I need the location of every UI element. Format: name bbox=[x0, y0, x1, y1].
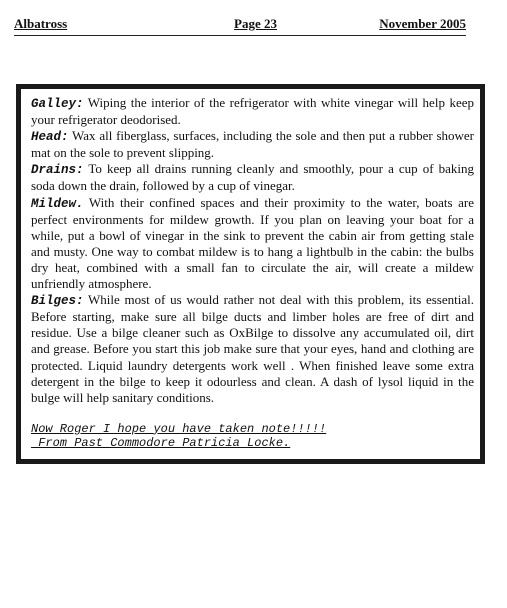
tip-drains: Drains: To keep all drains running cleanly and smoothly, pour a cup of baking soda down the drain, followed by a cup of vinegar. bbox=[31, 161, 474, 194]
tip-head: Head: Wax all fiberglass, surfaces, including the sole and then put a rubber shower mat on the sole to prevent slipping. bbox=[31, 128, 474, 161]
tip-term: Mildew bbox=[31, 196, 77, 211]
tip-text: With their confined spaces and their proximity to the water, boats are perfect environments for mildew growth. If you plan on leaving your boat for a while, put a bowl of vinegar in the sink to prevent the cabin air from getting stale and musty. One way to combat mildew is to hang a lightbulb in the cabin: the bulbs dry heat, combined with a small fan to circulate the air, will create a mildew unfriendly atmosphere. bbox=[31, 194, 474, 292]
page-number: Page 23 bbox=[234, 16, 277, 31]
tip-term: Galley bbox=[31, 97, 77, 111]
tip-term: Bilges bbox=[31, 294, 77, 309]
tip-term: Drains bbox=[31, 163, 77, 178]
signoff-line-2: From Past Commodore Patricia Locke. bbox=[31, 435, 291, 450]
signoff-line-1: Now Roger I hope you have taken note!!!!! bbox=[31, 421, 327, 436]
tip-mildew: Mildew. With their confined spaces and their proximity to the water, boats are perfect environments for mildew growth. If you plan on leaving your boat for a while, put a bowl of vinegar in the sink to prevent the cabin air from getting stale and musty. One way to combat mildew is to hang a lightbulb in the cabin: the bulbs dry heat, combined with a small fan to circulate the air, will create a mildew unfriendly atmosphere. bbox=[31, 194, 474, 292]
signoff bbox=[31, 422, 474, 450]
tip-text: While most of us would rather not deal with this problem, its essential. Before starting, make sure all bilge ducts and limber holes are free of dirt and residue. Use a bilge cleaner such as OxBilge to dissolve any accumulated oil, dirt and grease. Before you start this job make sure that your eyes, hand and clothing are protected. Liquid laundry detergents work well . When finished leave some extra detergent in the bilge to keep it odourless and clean. A dash of lysol liquid in the bulge will help sanitary conditions. bbox=[31, 292, 474, 405]
tip-galley: Galley: Wiping the interior of the refrigerator with white vinegar will help keep your refrigerator deodorised. bbox=[31, 95, 474, 128]
tip-term: Head bbox=[31, 130, 62, 145]
issue-date: November 2005 bbox=[379, 16, 466, 31]
tip-text: Wiping the interior of the refrigerator with white vinegar will help keep your refrigerator deodorised. bbox=[31, 95, 474, 128]
page-header bbox=[14, 15, 466, 36]
tip-text: To keep all drains running cleanly and smoothly, pour a cup of baking soda down the drain, followed by a cup of vinegar. bbox=[31, 161, 474, 194]
tip-bilges: Bilges: While most of us would rather not deal with this problem, its essential. Before starting, make sure all bilge ducts and limber holes are free of dirt and residue. Use a bilge cleaner such as OxBilge to dissolve any accumulated oil, dirt and grease. Before you start this job make sure that your eyes, hand and clothing are protected. Liquid laundry detergents work well . When finished leave some extra detergent in the bilge to keep it odourless and clean. A dash of lysol liquid in the bulge will help sanitary conditions. bbox=[31, 292, 474, 405]
tip-text: Wax all fiberglass, surfaces, including the sole and then put a rubber shower mat on the sole to prevent slipping. bbox=[31, 128, 474, 161]
publication-title: Albatross bbox=[14, 16, 68, 31]
tips-box bbox=[16, 84, 485, 464]
